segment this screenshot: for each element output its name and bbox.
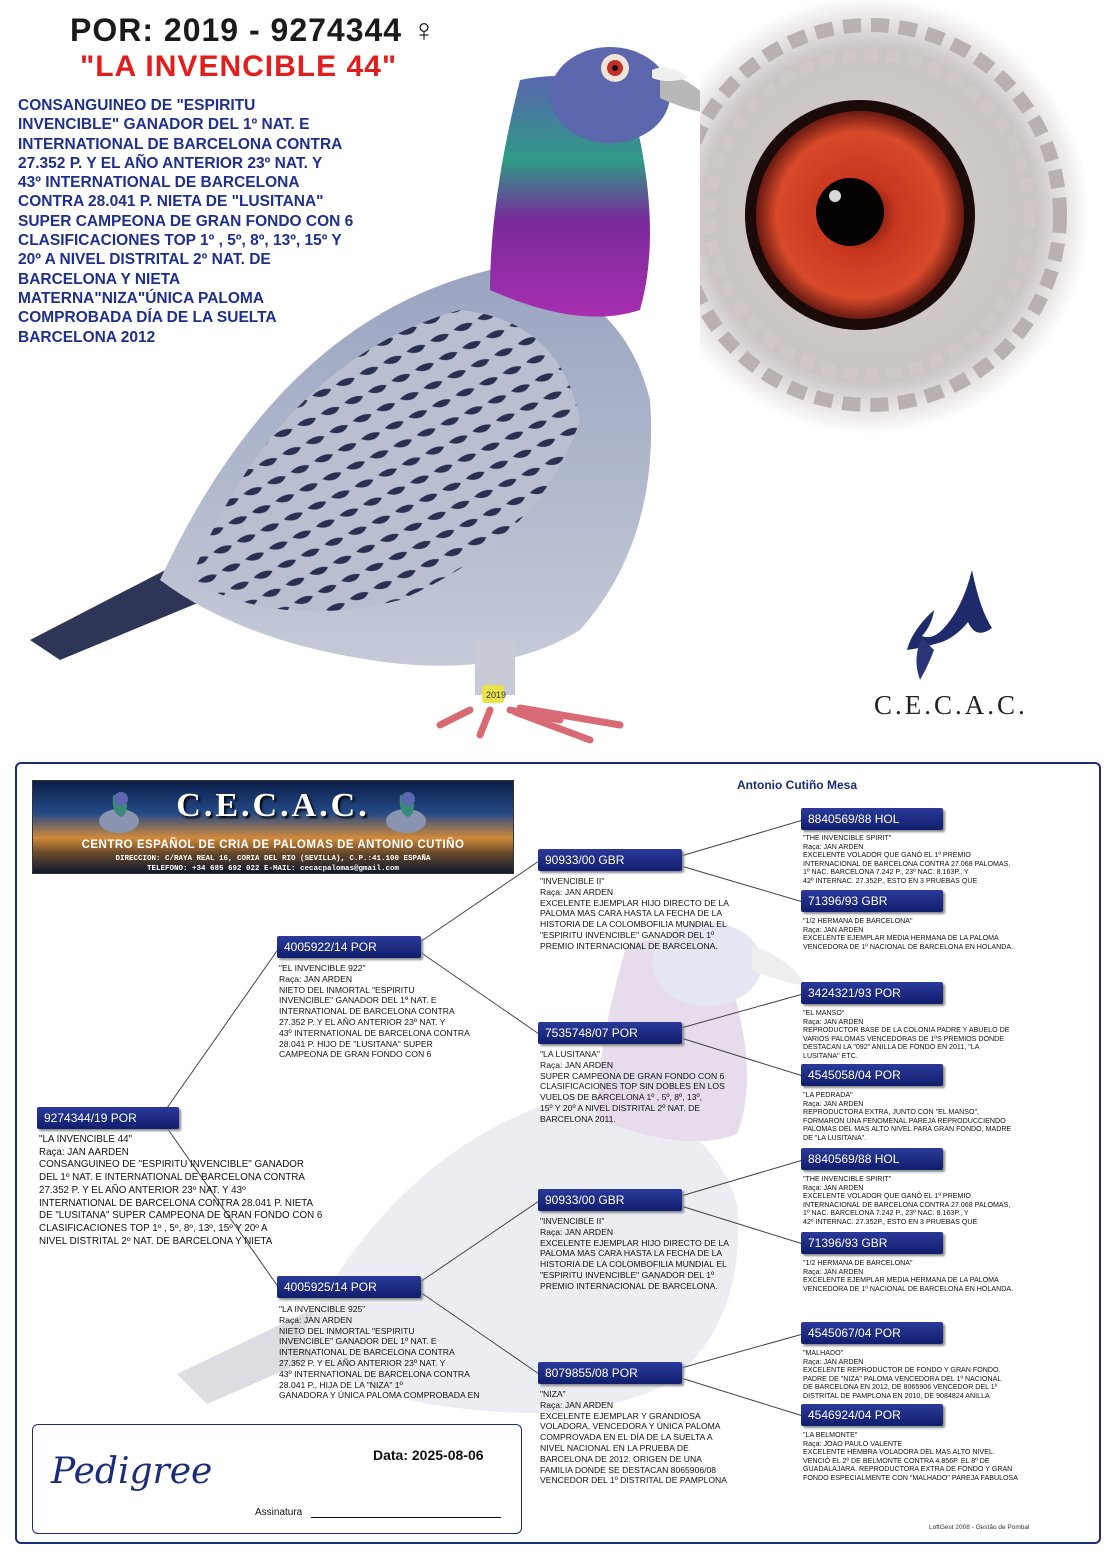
pedigree-sheet <box>15 762 1101 1544</box>
ddd-info <box>803 1431 1053 1482</box>
dss-breeder: Raça: JAN ARDEN <box>803 1183 864 1192</box>
cecac-logo-text: C.E.C.A.C. <box>874 690 1028 720</box>
dss-description: EXCELENTE VOLADOR QUE GANÓ EL 1º PREMIO INTERNACIONAL DE BARCELONA CONTRA 27.068 PALOMAS, 1º NAC. BARCELONA 7.242 P., 23º NAC. 8.163P., Y 42º INTERNAC. 27.352P., ESTO EN 3 PRUEBAS QUE <box>803 1192 1011 1226</box>
poster-desc-line: INVENCIBLE" GANADOR DEL 1º NAT. E <box>18 116 310 134</box>
ddd-ring[interactable]: 4546924/04 POR <box>801 1404 943 1426</box>
sds-breeder: Raça: JAN ARDEN <box>803 1017 864 1026</box>
dds-breeder: Raça: JAN ARDEN <box>803 1357 864 1366</box>
poster-desc-line: BARCELONA 2012 <box>18 328 156 346</box>
dam-info <box>279 1304 504 1401</box>
poster-ring-title: POR: 2019 - 9274344 ♀ <box>70 12 437 48</box>
sss-name: "THE INVENCIBLE SPIRIT" <box>803 834 892 842</box>
sire-sire-description: EXCELENTE EJEMPLAR HIJO DIRECTO DE LA PALOMA MAS CARA HASTA LA FECHA DE LA HISTORIA DE LA COLOMBOFILIA MUNDIAL EL "ESPIRITU INVENCIBLE" GANADOR DEL 1º PREMIO INTERNACIONAL DE BARCELONA. <box>540 897 729 951</box>
dam-dam-breeder: Raça: JAN ARDEN <box>540 1399 614 1410</box>
poster-desc-line: SUPER CAMPEONA DE GRAN FONDO CON 6 <box>18 212 354 230</box>
dam-name: "LA INVENCIBLE 925" <box>279 1304 366 1314</box>
dam-breeder: Raça: JAN ARDEN <box>279 1314 353 1325</box>
sss-ring[interactable]: 8840569/88 HOL <box>801 808 943 830</box>
poster-desc-line: BARCELONA Y NIETA <box>18 270 181 288</box>
poster <box>0 0 1116 755</box>
sss-description: EXCELENTE VOLADOR QUE GANÓ EL 1º PREMIO INTERNACIONAL DE BARCELONA CONTRA 27.068 PALOMAS, 1º NAC. BARCELONA 7.242 P., 23º NAC. 8.163P., Y 42º INTERNAC. 27.352P., ESTO EN 3 PRUEBAS QUE <box>803 851 1011 885</box>
dss-ring[interactable]: 8840569/88 HOL <box>801 1148 943 1170</box>
dam-dam-name: "NIZA" <box>540 1389 566 1399</box>
dam-ring[interactable]: 4005925/14 POR <box>277 1276 421 1298</box>
pedigree-script-title: Pedigree <box>51 1451 213 1492</box>
sire-dam-breeder: Raça: JAN ARDEN <box>540 1059 614 1070</box>
sdd-ring[interactable]: 4545058/04 POR <box>801 1064 943 1086</box>
dam-sire-ring[interactable]: 90933/00 GBR <box>538 1189 682 1211</box>
dam-dam-info <box>540 1389 765 1486</box>
ssd-info <box>803 917 1053 951</box>
poster-desc-line: COMPROBADA DÍA DE LA SUELTA <box>18 309 277 327</box>
sdd-name: "LA PEDRADA" <box>803 1091 853 1099</box>
dam-description: NIETO DEL INMORTAL "ESPIRITU INVENCIBLE" GANADOR DEL 1º NAT. E INTERNATIONAL DE BARCELONA CONTRA 27.352 P. Y EL AÑO ANTERIOR 23º NAT. Y 43º INTERNATIONAL DE BARCELONA CONTRA 28.041 P., HIJA DE LA "NIZA" 1º GANADORA Y ÚNICA PALOMA COMPROBADA EN <box>279 1325 480 1401</box>
ssd-name: "1/2 HERMANA DE BARCELONA" <box>803 917 913 925</box>
signature-line[interactable] <box>311 1517 501 1518</box>
ssd-breeder: Raça: JAN ARDEN <box>803 925 864 934</box>
sire-dam-ring[interactable]: 7535748/07 POR <box>538 1022 682 1044</box>
dss-name: "THE INVENCIBLE SPIRIT" <box>803 1175 892 1183</box>
sds-description: REPRODUCTOR BASE DE LA COLONIA PADRE Y ABUELO DE VARIOS PALOMAS VENCEDORAS DE 1ºS PREMIOS DONDE DESTACAN LA "092" ANILLA DE FONDO EN 2011, "LA LUSITANA" ETC. <box>803 1026 1010 1060</box>
sire-dam-description: SUPER CAMPEONA DE GRAN FONDO CON 6 CLASIFICACIONES TOP SIN DOBLES EN LOS VUELOS DE BARCELONA 1º , 5º, 8º, 13º, 15º Y 20º A NIVEL DISTRITAL 2º NAT. DE BARCELONA 2011. <box>540 1070 725 1124</box>
sire-breeder: Raça: JAN ARDEN <box>279 973 353 984</box>
sire-sire-ring[interactable]: 90933/00 GBR <box>538 849 682 871</box>
sdd-info <box>803 1091 1053 1142</box>
dsd-info <box>803 1259 1053 1293</box>
banner-address: DIRECCION: C/RAYA REAL 16, CORIA DEL RIO (SEVILLA), C.P.:41.100 ESPAÑA <box>115 855 431 863</box>
poster-desc-line: 27.352 P. Y EL AÑO ANTERIOR 23º NAT. Y <box>18 154 323 172</box>
ssd-ring[interactable]: 71396/93 GBR <box>801 890 943 912</box>
poster-desc-line: CONTRA 28.041 P. NIETA DE "LUSITANA" <box>18 193 324 211</box>
dsd-description: EXCELENTE EJEMPLAR MEDIA HERMANA DE LA PALOMA VENCEDORA DE 1º NACIONAL DE BARCELONA EN HOLANDA. <box>803 1276 1014 1293</box>
subject-description: CONSANGUINEO DE "ESPIRITU INVENCIBLE" GANADOR DEL 1º NAT. E INTERNATIONAL DE BARCELONA CONTRA 27.352 P. Y EL AÑO ANTERIOR 23º NAT. Y 43º INTERNATIONAL DE BARCELONA CONTRA 28.041 P. NIETA DE "LUSITANA" SUPER CAMPEONA DE GRAN FONDO CON 6 CLASIFICACIONES TOP 1º , 5º, 8º, 13º, 15º Y 20º A NIVEL DISTRITAL 2º NAT. DE BARCELONA Y NIETA <box>39 1159 323 1247</box>
dam-dam-ring[interactable]: 8079855/08 POR <box>538 1362 682 1384</box>
sds-name: "EL MANSO" <box>803 1009 845 1017</box>
sss-info <box>803 834 1053 885</box>
owner-name: Antonio Cutiño Mesa <box>737 778 857 792</box>
sire-sire-info <box>540 876 765 952</box>
banner-title: C.E.C.A.C. <box>176 787 370 824</box>
pigeon-eye-photo <box>700 0 1116 440</box>
sdd-description: REPRODUCTORA EXTRA, JUNTO CON "EL MANSO", FORMARON UNA FENOMENAL PAREJA REPRODUCCIENDO PALOMAS DEL MAS ALTO NIVEL PARA GRAN FONDO, MADRE DE "LA LUSITANA". <box>803 1108 1012 1142</box>
sss-breeder: Raça: JAN ARDEN <box>803 842 864 851</box>
poster-desc-line: 43º INTERNATIONAL DE BARCELONA <box>18 174 300 192</box>
ssd-description: EXCELENTE EJEMPLAR MEDIA HERMANA DE LA PALOMA VENCEDORA DE 1º NACIONAL DE BARCELONA EN HOLANDA. <box>803 934 1014 951</box>
software-credit: LoftGest 2008 - Gestão de Pombal <box>929 1524 1030 1531</box>
dam-sire-name: "INVENCIBLE II" <box>540 1216 605 1226</box>
poster-desc-line: CONSANGUINEO DE "ESPIRITU <box>18 97 256 114</box>
dsd-ring[interactable]: 71396/93 GBR <box>801 1232 943 1254</box>
banner-subtitle: CENTRO ESPAÑOL DE CRIA DE PALOMAS DE ANTONIO CUTIÑO <box>81 839 465 851</box>
dam-dam-description: EXCELENTE EJEMPLAR Y GRANDIOSA VOLADORA, VENCEDORA Y ÚNICA PALOMA COMPROVADA EN EL DÍA DE LA SUELTA A NIVEL NACIONAL EN LA PRUEBA DE BARCELONA DE 2012. ORIGEN DE UNA FAMILIA DONDE SE DESTACAN 8065906/08 VENCEDOR DEL 1º DISTRITAL DE PAMPLONA <box>540 1410 727 1486</box>
sds-info <box>803 1009 1053 1060</box>
poster-desc-line: CLASIFICACIONES TOP 1º , 5º, 8º, 13º, 15º Y <box>18 232 342 250</box>
dds-ring[interactable]: 4545067/04 POR <box>801 1322 943 1344</box>
subject-breeder: Raça: JAN AARDEN <box>39 1146 129 1158</box>
poster-desc-line: 20º A NIVEL DISTRITAL 2º NAT. DE <box>18 251 271 269</box>
pedigree-date: Data: 2025-08-06 <box>373 1447 484 1463</box>
dds-description: EXCELENTE REPRODUCTOR DE FONDO Y GRAN FONDO. PADRE DE "NIZA" PALOMA VENCEDORA DEL 1º NACIONAL DE BARCELONA EN 2012, DE 8065906 VENCEDOR DEL 1º DISTRITAL DE PAMPLONA EN 2010, DE 9084824 ANILLA <box>803 1366 1002 1400</box>
sire-name: "EL INVENCIBLE 922" <box>279 963 366 973</box>
signature-label: Assinatura <box>255 1507 303 1518</box>
sire-dam-info <box>540 1049 765 1125</box>
sire-description: NIETO DEL INMORTAL "ESPIRITU INVENCIBLE" GANADOR DEL 1º NAT. E INTERNATIONAL DE BARCELONA CONTRA 27.352 P. Y EL AÑO ANTERIOR 23º NAT. Y 43º INTERNATIONAL DE BARCELONA CONTRA 28.041 P. HIJO DE "LUSITANA" SUPER CAMPEONA DE GRAN FONDO CON 6 <box>279 984 470 1060</box>
sire-sire-name: "INVENCIBLE II" <box>540 876 605 886</box>
poster-description <box>18 96 488 347</box>
dsd-name: "1/2 HERMANA DE BARCELONA" <box>803 1259 913 1267</box>
sdd-breeder: Raça: JAN ARDEN <box>803 1099 864 1108</box>
sire-dam-name: "LA LUSITANA" <box>540 1049 600 1059</box>
banner-contact: TELEFONO: +34 685 692 022 E-MAIL: cecacpalomas@gmail.com <box>146 865 400 873</box>
dam-sire-description: EXCELENTE EJEMPLAR HIJO DIRECTO DE LA PALOMA MAS CARA HASTA LA FECHA DE LA HISTORIA DE LA COLOMBOFILIA MUNDIAL EL "ESPIRITU INVENCIBLE" GANADOR DEL 1º PREMIO INTERNACIONAL DE BARCELONA. <box>540 1237 729 1291</box>
sire-ring[interactable]: 4005922/14 POR <box>277 936 421 958</box>
dam-sire-info <box>540 1216 765 1292</box>
dam-sire-breeder: Raça: JAN ARDEN <box>540 1226 614 1237</box>
dds-name: "MALHADO" <box>803 1349 844 1357</box>
dss-info <box>803 1175 1053 1226</box>
dds-info <box>803 1349 1053 1400</box>
sds-ring[interactable]: 3424321/93 POR <box>801 982 943 1004</box>
poster-bird-name: "LA INVENCIBLE 44" <box>80 50 398 83</box>
subject-ring[interactable]: 9274344/19 POR <box>37 1107 179 1129</box>
subject-info <box>39 1134 359 1248</box>
leg-ring-text: 2019 <box>486 690 507 700</box>
ddd-name: "LA BELMONTE" <box>803 1431 858 1439</box>
poster-desc-line: INTERNATIONAL DE BARCELONA CONTRA <box>18 135 343 153</box>
ddd-description: EXCELENTE HEMBRA VOLADORA DEL MAS ALTO NIVEL. VENCIÓ EL 2º DE BELMONTE CONTRA 4.856P. EL 8º DE GUADALAJARA. REPRODUCTORA EXTRA DE FONDO Y GRAN FONDO ESPECIALMENTE CON "MALHADO" PAREJA FABULOSA <box>803 1448 1019 1482</box>
subject-name: "LA INVENCIBLE 44" <box>39 1134 132 1145</box>
sire-sire-breeder: Raça: JAN ARDEN <box>540 886 614 897</box>
poster-desc-line: MATERNA"NIZA"ÚNICA PALOMA <box>18 289 265 307</box>
dsd-breeder: Raça: JAN ARDEN <box>803 1267 864 1276</box>
ddd-breeder: Raça: JOAO PAULO VALENTE <box>803 1439 903 1448</box>
pedigree-footer <box>32 1424 522 1534</box>
sire-info <box>279 963 504 1060</box>
